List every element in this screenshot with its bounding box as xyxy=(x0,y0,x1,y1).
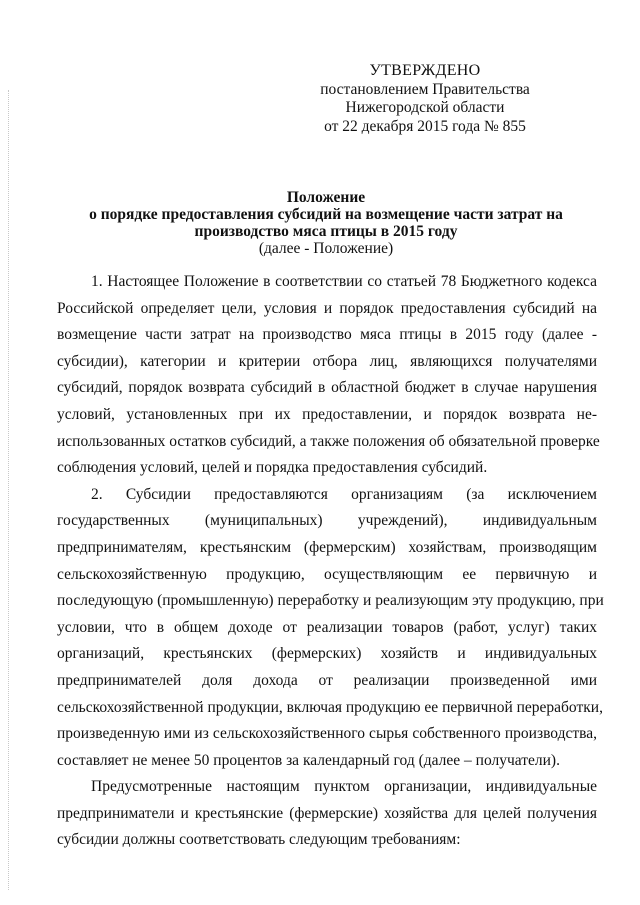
text-line: составляет не менее 50 процентов за календарный год (далее – получатели). xyxy=(57,751,560,769)
document-subtitle-line: производство мяса птицы в 2015 году xyxy=(194,223,458,240)
text-line: Предусмотренные настоящим пунктом организации, индивидуальные xyxy=(91,778,597,796)
document-title: Положение xyxy=(286,189,366,206)
text-line: Российской определяет цели, условия и порядок предоставления субсидий на xyxy=(57,299,597,317)
approval-date: от 22 декабря 2015 года № 855 xyxy=(324,117,526,135)
document-note: (далее - Положение) xyxy=(258,240,394,257)
document-heading xyxy=(70,189,582,257)
paragraph-3 xyxy=(57,774,597,854)
text-line: сельскохозяйственной продукции, включая продукцию ее первичной переработки, xyxy=(57,698,603,716)
approval-line: постановлением Правительства xyxy=(320,80,530,98)
text-line: государственных (муниципальных) учреждений), индивидуальным xyxy=(57,512,597,530)
document-subtitle-line: о порядке предоставления субсидий на возмещение части затрат на xyxy=(89,206,563,223)
text-line: условий, установленных при их предоставлении, и порядок возврата не- xyxy=(57,405,597,423)
text-line: предпринимателей доля дохода от реализации произведенной ими xyxy=(57,671,597,689)
text-line: предприниматели и крестьянские (фермерские) хозяйства для целей получения xyxy=(57,804,597,822)
text-line: организаций, крестьянских (фермерских) хозяйств и индивидуальных xyxy=(57,645,597,663)
text-line: произведенную ими из сельскохозяйственного сырья собственного производства, xyxy=(57,725,597,743)
text-line: условии, что в общем доходе от реализации товаров (работ, услуг) таких xyxy=(57,618,597,636)
paragraph-2 xyxy=(57,482,604,775)
text-line: предпринимателям, крестьянским (фермерским) хозяйствам, производящим xyxy=(57,538,597,556)
document-body xyxy=(57,269,604,854)
approval-line: Нижегородской области xyxy=(345,99,505,116)
approval-title: УТВЕРЖДЕНО xyxy=(369,62,481,79)
text-line: субсидии), категории и критерии отбора лиц, являющихся получателями xyxy=(57,352,597,370)
paragraph-1 xyxy=(57,269,600,482)
text-line: соблюдения условий, целей и порядка предоставления субсидий. xyxy=(57,459,488,477)
text-line: использованных остатков субсидий, а также положения об обязательной проверке xyxy=(57,432,600,450)
text-line: субсидии должны соответствовать следующим требованиям: xyxy=(57,831,461,849)
text-line: субсидий, порядок возврата субсидий в областной бюджет в случае нарушения xyxy=(57,379,597,397)
scan-margin-marks xyxy=(8,90,10,890)
text-line: 2. Субсидии предоставляются организациям (за исключением xyxy=(91,485,597,503)
text-line: возмещение части затрат на производство мяса птицы в 2015 году (далее - xyxy=(57,326,597,344)
text-line: сельскохозяйственную продукцию, осуществляющим ее первичную и xyxy=(57,565,597,583)
text-line: последующую (промышленную) переработку и реализующим эту продукцию, при xyxy=(57,592,604,610)
approval-stamp xyxy=(300,62,550,136)
text-line: 1. Настоящее Положение в соответствии со статьей 78 Бюджетного кодекса xyxy=(91,273,597,290)
